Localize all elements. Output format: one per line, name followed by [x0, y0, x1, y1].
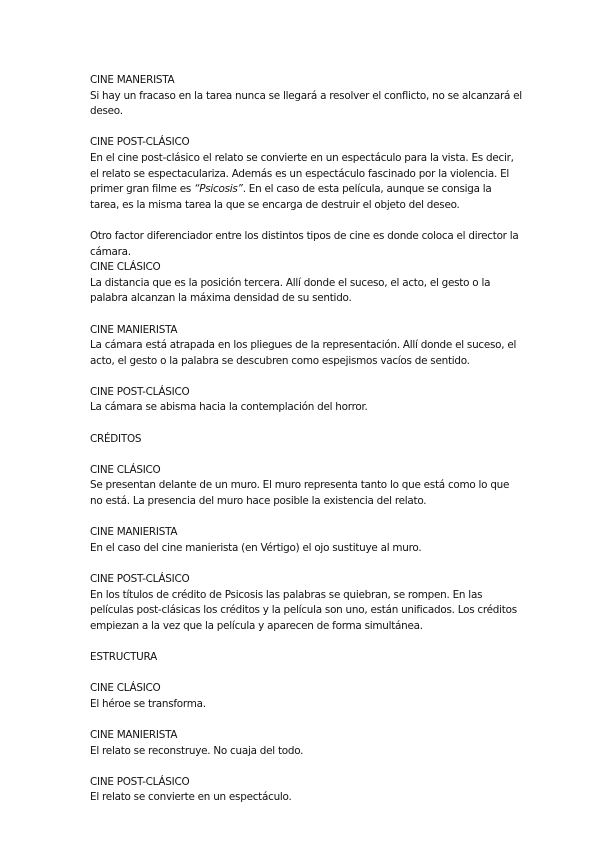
heading-cine-manierista: CINE MANIERISTA — [90, 526, 178, 539]
paragraph-clasico-creditos: Se presentan delante de un muro. El muro representa tanto lo que está como lo que no está. La presencia del muro hace posible la existencia del relato. — [90, 479, 510, 508]
section-title-estructura: ESTRUCTURA — [90, 650, 157, 663]
heading-cine-manierista: CINE MANERISTA — [90, 74, 175, 86]
heading-cine-manierista: CINE MANIERISTA — [90, 323, 178, 336]
heading-cine-manierista: CINE MANIERISTA — [90, 728, 178, 741]
paragraph-clasico-estructura: El héroe se transforma. — [90, 697, 206, 710]
heading-cine-post-clasico: CINE POST-CLÁSICO — [90, 385, 190, 398]
paragraph-post-clasico-creditos: En los títulos de crédito de Psicosis las palabras se quiebran, se rompen. En las películas post-clásicas los créditos y la película son uno, están unificados. Los créditos empiezan a la vez que la película y aparecen de forma simultánea. — [90, 588, 517, 632]
heading-cine-clasico: CINE CLÁSICO — [90, 682, 161, 695]
paragraph-post-clasico-espectaculo — [90, 151, 522, 213]
document-body — [90, 73, 522, 806]
film-title-psicosis: “Psicosis” — [194, 183, 243, 196]
paragraph-manierista-estructura: El relato se reconstruye. No cuaja del todo. — [90, 744, 304, 757]
paragraph-manierista-fracaso: Si hay un fracaso en la tarea nunca se llegará a resolver el conflicto, no se alcanzará el deseo. — [90, 89, 522, 118]
paragraph-clasico-distancia: La distancia que es la posición tercera. Allí donde el suceso, el acto, el gesto o la palabra alcanzan la máxima densidad de su sentido. — [90, 276, 491, 305]
heading-cine-post-clasico: CINE POST-CLÁSICO — [90, 573, 190, 585]
heading-cine-post-clasico: CINE POST-CLÁSICO — [90, 136, 190, 149]
paragraph-manierista-creditos: En el caso del cine manierista (en Vértigo) el ojo sustituye al muro. — [90, 541, 422, 554]
paragraph-text: En el cine post-clásico el relato se convierte en un espectáculo para la vista. Es decir, el relato se espectaculariza. Además es un espectáculo fascinado por la violencia. El primer gran filme es — [90, 151, 514, 196]
heading-cine-clasico: CINE CLÁSICO — [90, 261, 161, 274]
paragraph-post-clasico-camara: La cámara se abisma hacia la contemplación del horror. — [90, 401, 368, 414]
paragraph-post-clasico-estructura: El relato se convierte en un espectáculo. — [90, 791, 292, 804]
heading-cine-clasico: CINE CLÁSICO — [90, 463, 161, 476]
heading-cine-post-clasico: CINE POST-CLÁSICO — [90, 775, 190, 788]
section-title-creditos: CRÉDITOS — [90, 432, 142, 445]
paragraph-text: . En el caso de esta película, aunque se consiga la tarea, es la misma tarea la que se encarga de destruir el objeto del deseo. — [90, 183, 492, 211]
paragraph-factor-diferenciador: Otro factor diferenciador entre los distintos tipos de cine es donde coloca el director la cámara. — [90, 229, 519, 258]
paragraph-manierista-camara: La cámara está atrapada en los pliegues de la representación. Allí donde el suceso, el acto, el gesto o la palabra se descubren como espejismos vacíos de sentido. — [90, 339, 517, 367]
